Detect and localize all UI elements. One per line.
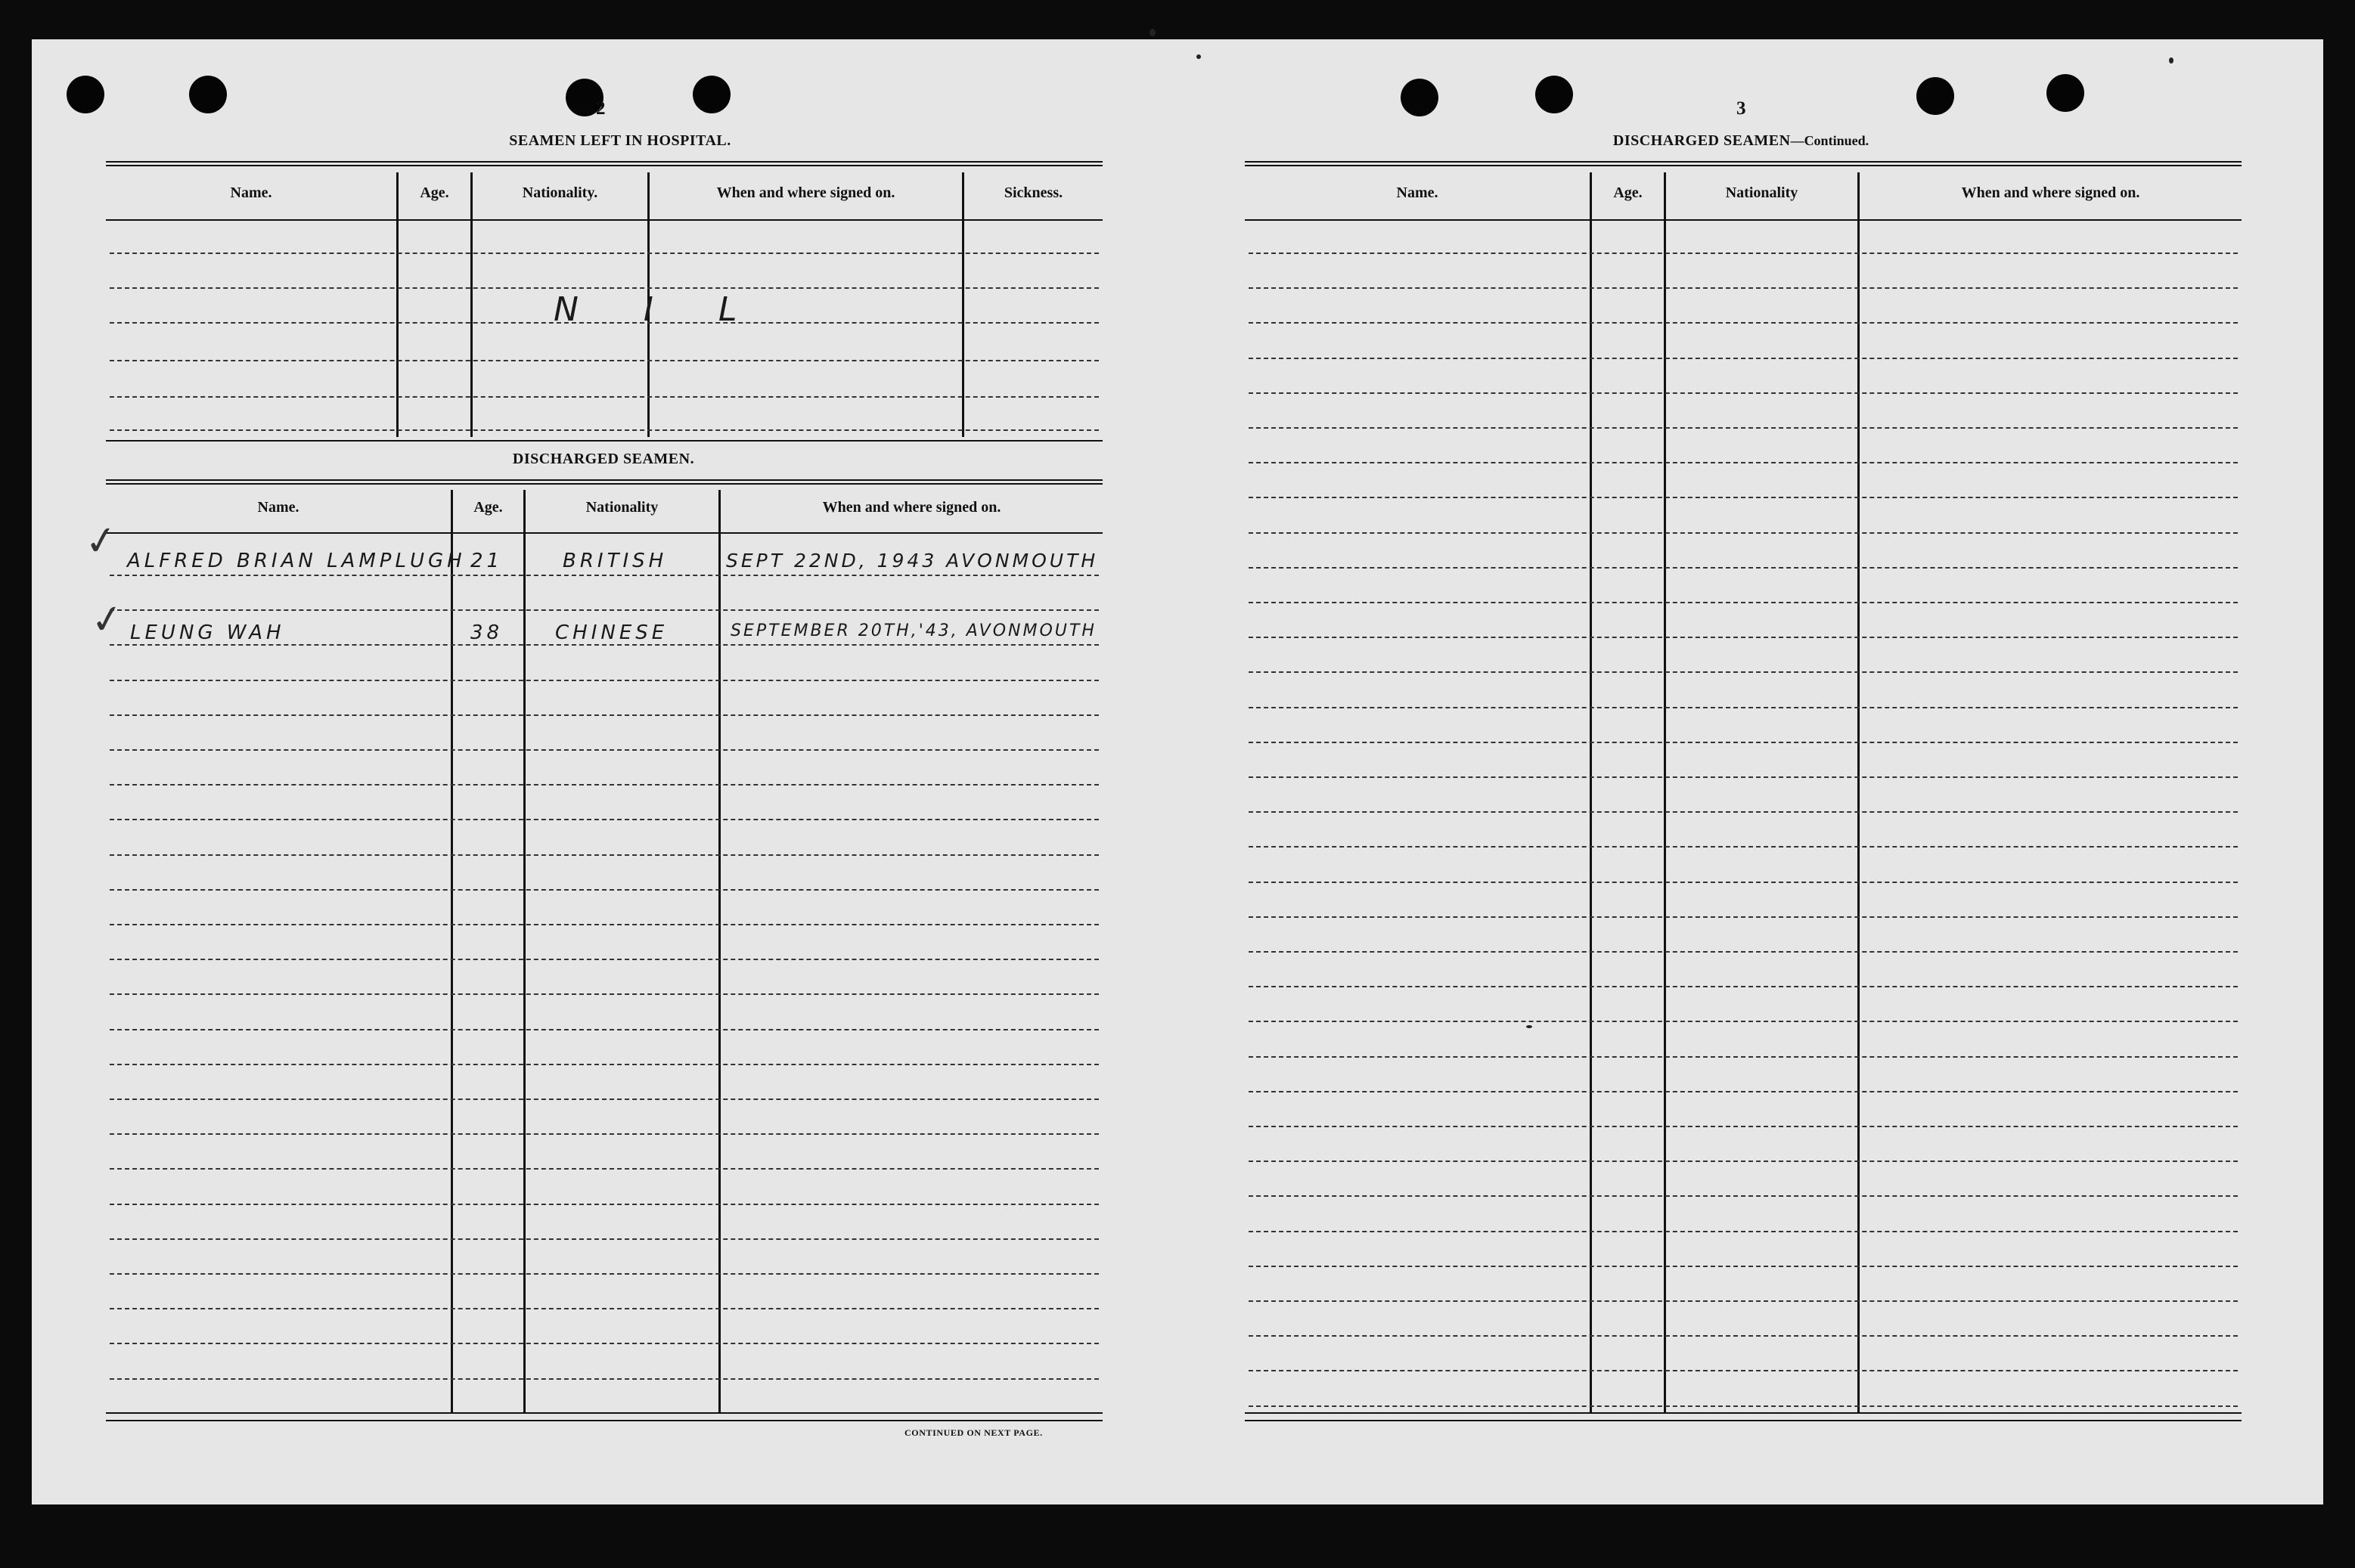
check-mark: ✓ xyxy=(82,516,121,566)
punch-hole xyxy=(189,76,227,113)
entry-line xyxy=(110,889,1099,891)
entry-line xyxy=(110,287,1099,289)
col-header-age: Age. xyxy=(1613,184,1643,201)
hospital-table-top-rule xyxy=(106,161,1103,166)
section-title-discharged-continued xyxy=(1613,132,1869,150)
entry-line xyxy=(110,1273,1099,1275)
entry-line xyxy=(110,1168,1099,1170)
entry-line xyxy=(1249,358,2238,359)
entry-line xyxy=(1249,951,2238,953)
discharged-bottom-rule xyxy=(106,1420,1103,1421)
right-bottom-rule xyxy=(1245,1412,2242,1414)
hospital-bottom-rule xyxy=(106,440,1103,442)
entry-line xyxy=(1249,287,2238,289)
hospital-header-rule xyxy=(106,219,1103,221)
right-bottom-rule xyxy=(1245,1420,2242,1421)
punch-hole xyxy=(67,76,104,113)
title-main: DISCHARGED SEAMEN xyxy=(1612,132,1791,149)
entry-line xyxy=(110,1064,1099,1065)
entry-line xyxy=(1249,1370,2238,1371)
entry-line xyxy=(110,1343,1099,1344)
entry-line xyxy=(110,575,1099,576)
entry-line xyxy=(1249,462,2238,463)
entry-line xyxy=(110,959,1099,960)
entry-line xyxy=(1249,776,2238,778)
seaman-name: LEUNG WAH xyxy=(130,621,285,644)
discharged-header-rule xyxy=(106,532,1103,534)
seaman-signed-on: SEPTEMBER 20TH,'43, AVONMOUTH xyxy=(731,621,1097,640)
entry-line xyxy=(1249,427,2238,429)
entry-line xyxy=(1249,846,2238,848)
entry-line xyxy=(1249,392,2238,394)
entry-line xyxy=(1249,602,2238,603)
check-mark: ✓ xyxy=(88,595,127,645)
entry-line xyxy=(110,749,1099,751)
entry-line xyxy=(1249,986,2238,987)
entry-line xyxy=(1249,1405,2238,1407)
continued-footer: CONTINUED ON NEXT PAGE. xyxy=(904,1427,1043,1438)
speck xyxy=(1150,29,1156,36)
seaman-age: 21 xyxy=(470,550,504,572)
entry-line xyxy=(1249,567,2238,569)
col-header-nationality: Nationality xyxy=(1725,184,1798,201)
entry-line xyxy=(1249,532,2238,534)
col-header-name: Name. xyxy=(1396,184,1438,201)
entry-line xyxy=(110,1099,1099,1100)
speck xyxy=(1196,54,1201,59)
entry-line xyxy=(110,1204,1099,1205)
speck xyxy=(1526,1025,1532,1028)
speck xyxy=(2169,57,2173,64)
seaman-signed-on: SEPT 22ND, 1943 AVONMOUTH xyxy=(726,550,1099,572)
title-continued: —Continued. xyxy=(1790,133,1869,148)
punch-hole xyxy=(1535,76,1573,113)
entry-line xyxy=(110,993,1099,995)
entry-line xyxy=(1249,671,2238,673)
entry-line xyxy=(1249,1126,2238,1127)
punch-hole xyxy=(693,76,731,113)
entry-line xyxy=(1249,742,2238,743)
col-header-name: Name. xyxy=(230,184,272,201)
discharged-table-top-rule xyxy=(106,479,1103,485)
col-header-age: Age. xyxy=(473,499,503,516)
entry-line xyxy=(1249,497,2238,498)
entry-line xyxy=(1249,322,2238,324)
entry-line xyxy=(1249,1335,2238,1337)
entry-line xyxy=(1249,811,2238,813)
section-title-hospital: SEAMEN LEFT IN HOSPITAL. xyxy=(509,132,731,149)
entry-line xyxy=(1249,1195,2238,1197)
right-header-rule xyxy=(1245,219,2242,221)
seaman-name: ALFRED BRIAN LAMPLUGH xyxy=(127,550,466,572)
seaman-nationality: CHINESE xyxy=(555,621,669,644)
entry-line xyxy=(1249,1266,2238,1267)
entry-line xyxy=(110,429,1099,431)
punch-hole xyxy=(1401,79,1438,116)
entry-line xyxy=(110,253,1099,254)
entry-line xyxy=(1249,1021,2238,1022)
discharged-bottom-rule xyxy=(106,1412,1103,1414)
entry-line xyxy=(1249,1056,2238,1058)
col-header-name: Name. xyxy=(257,499,299,516)
col-header-signed-on: When and where signed on. xyxy=(716,184,895,201)
entry-line xyxy=(1249,1091,2238,1092)
col-header-sickness: Sickness. xyxy=(1004,184,1063,201)
handwritten-nil: N I L xyxy=(554,290,765,329)
entry-line xyxy=(110,1029,1099,1030)
entry-line xyxy=(1249,637,2238,638)
entry-line xyxy=(1249,882,2238,883)
right-table-top-rule xyxy=(1245,161,2242,166)
entry-line xyxy=(110,854,1099,856)
col-header-age: Age. xyxy=(420,184,449,201)
entry-line xyxy=(1249,253,2238,254)
entry-line xyxy=(1249,916,2238,918)
entry-line xyxy=(110,396,1099,398)
entry-line xyxy=(110,644,1099,646)
col-header-nationality: Nationality. xyxy=(522,184,598,201)
entry-line xyxy=(1249,1300,2238,1302)
punch-hole xyxy=(1916,77,1954,115)
entry-line xyxy=(110,819,1099,820)
section-title-discharged: DISCHARGED SEAMEN. xyxy=(512,451,695,467)
entry-line xyxy=(110,714,1099,716)
entry-line xyxy=(1249,707,2238,708)
entry-line xyxy=(110,360,1099,361)
entry-line xyxy=(110,1133,1099,1135)
col-header-signed-on: When and where signed on. xyxy=(1961,184,2140,201)
entry-line xyxy=(110,1378,1099,1380)
entry-line xyxy=(110,609,1099,611)
entry-line xyxy=(110,1238,1099,1240)
entry-line xyxy=(110,924,1099,925)
page-number: 2 xyxy=(596,98,606,119)
col-header-nationality: Nationality xyxy=(585,499,659,516)
entry-line xyxy=(110,1308,1099,1309)
seaman-age: 38 xyxy=(470,621,504,644)
document-sheet xyxy=(32,39,2323,1504)
entry-line xyxy=(1249,1161,2238,1162)
seaman-nationality: BRITISH xyxy=(563,550,668,572)
page-number: 3 xyxy=(1736,98,1746,119)
punch-hole xyxy=(2046,74,2084,112)
col-header-signed-on: When and where signed on. xyxy=(822,499,1001,516)
entry-line xyxy=(110,784,1099,786)
entry-line xyxy=(110,680,1099,681)
entry-line xyxy=(1249,1231,2238,1232)
